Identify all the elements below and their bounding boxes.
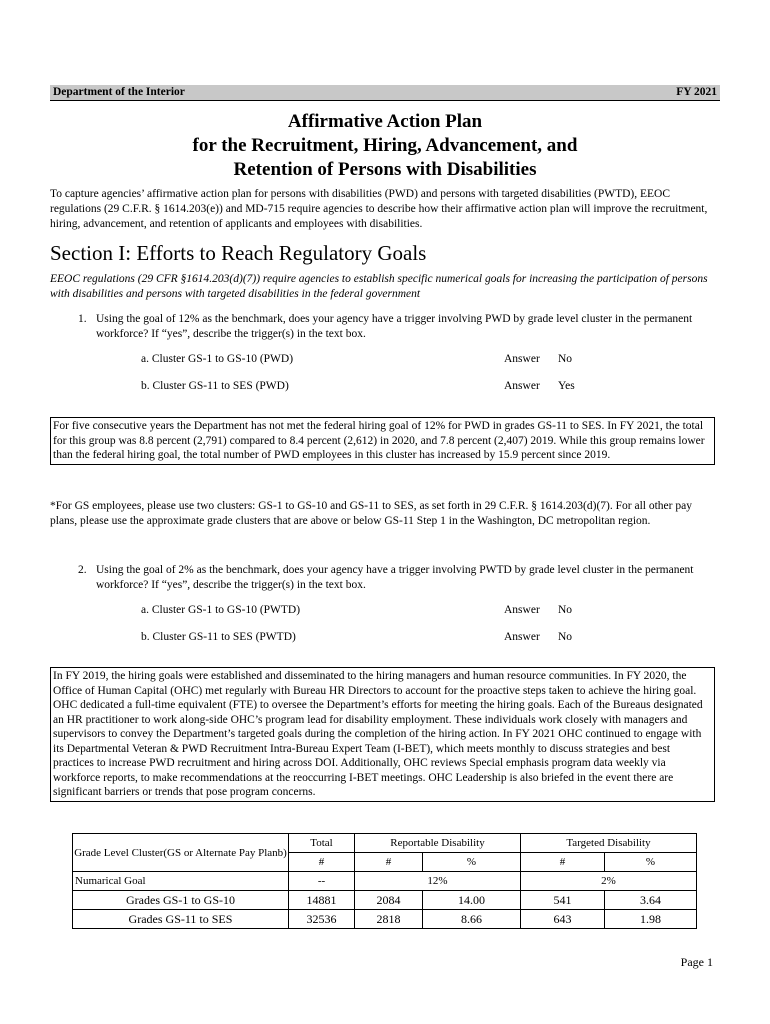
goal-total: --: [289, 872, 355, 891]
answer-value: Yes: [558, 380, 575, 392]
title-line-1: Affirmative Action Plan: [287, 111, 483, 132]
answer-label: Answer: [504, 380, 540, 392]
row-label: Grades GS-11 to SES: [73, 910, 289, 929]
question-text: Using the goal of 12% as the benchmark, does your agency have a trigger involving PWD by grade level cluster in the permanent workforce? If “yes”, describe the trigger(s) in the text box.: [96, 313, 693, 340]
table-goal-row: [73, 872, 697, 891]
subheader-cell: %: [605, 853, 697, 872]
header-cell: Grade Level Cluster(GS or Alternate Pay Planb): [73, 834, 289, 872]
cluster-label: b. Cluster GS-11 to SES (PWTD): [141, 631, 296, 643]
title-line-3: Retention of Persons with Disabilities: [233, 159, 537, 180]
row-tar-pct: 3.64: [605, 891, 697, 910]
answer-label: Answer: [504, 604, 540, 616]
page-number: Page 1: [680, 955, 713, 969]
cluster-label: a. Cluster GS-1 to GS-10 (PWTD): [141, 604, 301, 616]
goal-targeted: 2%: [521, 872, 697, 891]
table-header-row: [73, 834, 697, 853]
title-line-2: for the Recruitment, Hiring, Advancement, and: [192, 135, 578, 156]
header-cell: Total: [289, 834, 355, 853]
document-title: [50, 110, 720, 182]
answer-value: No: [558, 631, 573, 643]
subheader-cell: #: [289, 853, 355, 872]
header-cell: Targeted Disability: [521, 834, 697, 853]
header-cell: Reportable Disability: [355, 834, 521, 853]
question-2: [78, 563, 708, 593]
row-rep-pct: 14.00: [423, 891, 521, 910]
question-number: 2.: [78, 564, 87, 576]
row-rep-num: 2818: [355, 910, 423, 929]
goals-table: [72, 833, 697, 929]
goal-reportable: 12%: [355, 872, 521, 891]
answer-value: No: [558, 353, 573, 365]
row-tar-pct: 1.98: [605, 910, 697, 929]
goal-label: Numarical Goal: [73, 872, 289, 891]
subheader-cell: #: [355, 853, 423, 872]
row-rep-pct: 8.66: [423, 910, 521, 929]
question-1-response-box: For five consecutive years the Department has not met the federal hiring goal of 12% for PWD in grades GS-11 to SES. In FY 2021, the total for this group was 8.8 percent (2,791) compared to 8.4 percent (2,612) in 2020, and 7.8 percent (2,407) 2019. While this group remains lower than the federal hiring goal, the total number of PWD employees in this cluster has increased by 15.9 percent since 2019.: [50, 417, 715, 465]
row-tar-num: 643: [521, 910, 605, 929]
cluster-label: b. Cluster GS-11 to SES (PWD): [141, 380, 289, 392]
question-number: 1.: [78, 313, 87, 325]
row-total: 32536: [289, 910, 355, 929]
intro-paragraph: To capture agencies’ affirmative action plan for persons with disabilities (PWD) and persons with targeted disabilities (PWTD), EEOC regulations (29 C.F.R. § 1614.203(e)) and MD-715 require agencies to describe how their affirmative action plan will improve the recruitment, hiring, advancement, and retention of applicants and employees with disabilities.: [50, 188, 708, 230]
answer-label: Answer: [504, 631, 540, 643]
question-1: [78, 312, 708, 342]
row-tar-num: 541: [521, 891, 605, 910]
answer-value: No: [558, 604, 573, 616]
question-text: Using the goal of 2% as the benchmark, does your agency have a trigger involving PWTD by grade level cluster in the permanent workforce? If “yes”, describe the trigger(s) in the text box.: [96, 564, 694, 591]
answer-label: Answer: [504, 353, 540, 365]
fiscal-year: FY 2021: [676, 86, 717, 98]
gs-cluster-note: *For GS employees, please use two clusters: GS-1 to GS-10 and GS-11 to SES, as set forth in 29 C.F.R. § 1614.203(d)(7). For all other pay plans, please use the approximate grade clusters that are above or below GS-11 Step 1 in the Washington, DC metropolitan region.: [50, 500, 692, 527]
table-row: [73, 891, 697, 910]
department-name: Department of the Interior: [53, 86, 185, 98]
subheader-cell: #: [521, 853, 605, 872]
section-heading: Section I: Efforts to Reach Regulatory Goals: [50, 241, 427, 265]
table-row: [73, 910, 697, 929]
row-rep-num: 2084: [355, 891, 423, 910]
question-2-response-box: In FY 2019, the hiring goals were established and disseminated to the hiring managers and human resource communities. In FY 2020, the Office of Human Capital (OHC) met regularly with Bureau HR Directors to account for the proactive steps taken to achieve the hiring goal. OHC dedicated a full-time equivalent (FTE) to oversee the Department’s efforts for meeting the hiring goals. Each of the Bureaus designated an HR practitioner to work along-side OHC’s program lead for disability employment. These individuals work closely with managers and supervisors to convey the Department’s targeted goals during the completion of the hiring action. In FY 2021 OHC continued to engage with its Departmental Veteran & PWD Recruitment Intra-Bureau Expert Team (I-BET), which meets monthly to discuss strategies and best practices to increase PWD recruitment and hiring across DOI. Additionally, OHC reviews Special emphasis program data weekly via workforce reports, to make recommendations at the reoccurring I-BET meetings. OHC Leadership is also briefed in the event there are significant barriers or trends that pose program concerns.: [50, 667, 715, 802]
page-header: [50, 85, 720, 101]
regulation-note: EEOC regulations (29 CFR §1614.203(d)(7)) require agencies to establish specific numerical goals for increasing the participation of persons with disabilities and persons with targeted disabilities in the federal government: [50, 273, 708, 300]
row-total: 14881: [289, 891, 355, 910]
cluster-label: a. Cluster GS-1 to GS-10 (PWD): [141, 353, 294, 365]
row-label: Grades GS-1 to GS-10: [73, 891, 289, 910]
subheader-cell: %: [423, 853, 521, 872]
